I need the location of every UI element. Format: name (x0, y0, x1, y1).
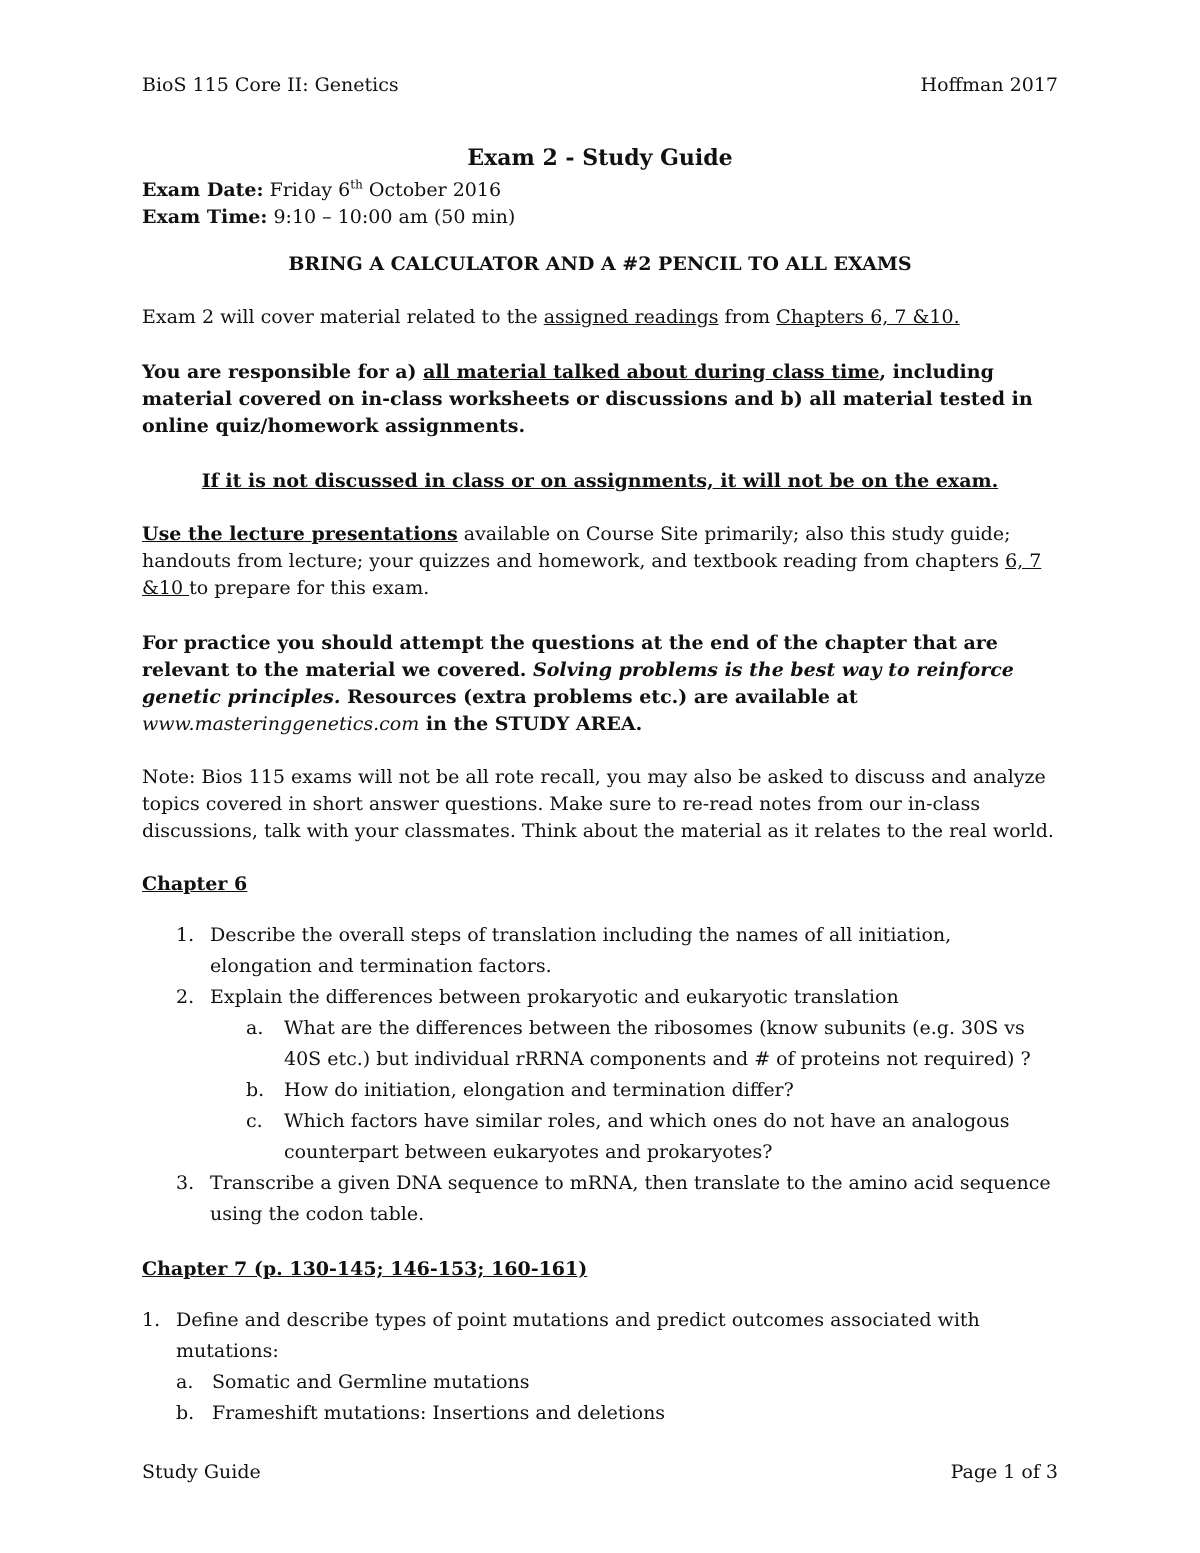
sub-item-text: Somatic and Germline mutations (212, 1371, 530, 1393)
sub-item-letter: a. (246, 1017, 264, 1039)
sub-item-text: What are the differences between the ribosomes (know subunits (e.g. 30S vs 40S etc.) but individual rRRNA components and # of proteins not required) ? (284, 1017, 1031, 1070)
chapters-ref: Chapters 6, 7 &10. (776, 306, 960, 328)
item-text: Describe the overall steps of translation including the names of all initiation, elongation and termination factors. (210, 924, 952, 977)
sub-item-letter: b. (176, 1402, 195, 1424)
document-body (142, 143, 1058, 1429)
chapter7-list (142, 1305, 1058, 1429)
practice-text: For practice you should attempt the questions at the end of the chapter that are relevant to the material we covered. (142, 632, 998, 681)
chapter7-heading: Chapter 7 (p. 130-145; 146-153; 160-161) (142, 1258, 588, 1280)
exam-date (142, 177, 1058, 204)
sub-list-item (210, 1075, 1058, 1106)
page-footer (142, 1461, 1058, 1483)
practice-italic: Solving problems is the best way to reinforce genetic principles. (142, 659, 1014, 708)
page-header (142, 74, 1058, 96)
chapters-inline: 6, 7 &10 (142, 550, 1042, 599)
exam-time-value: 9:10 – 10:00 am (50 min) (273, 206, 516, 228)
document-title: Exam 2 - Study Guide (467, 145, 733, 171)
assigned-readings: assigned readings (543, 306, 719, 328)
responsibility-emphasis: all material talked about during class time (423, 361, 880, 383)
coverage-paragraph (142, 304, 1058, 331)
header-author-year: Hoffman 2017 (920, 74, 1058, 96)
item-number: 3. (176, 1172, 195, 1194)
responsibility-rest: , including material covered on in-class worksheets or discussions and b) all material tested in online quiz/homework assignments. (142, 361, 1033, 437)
sub-list-item (210, 1013, 1058, 1075)
exam-time-label: Exam Time: (142, 206, 268, 228)
not-on-exam-notice: If it is not discussed in class or on assignments, it will not be on the exam. (201, 470, 999, 492)
sub-list-item (210, 1106, 1058, 1168)
sub-list-item (176, 1367, 1058, 1398)
practice-end: in the STUDY AREA. (419, 713, 643, 735)
coverage-text: Exam 2 will cover material related to the (142, 306, 544, 328)
chapter6-heading: Chapter 6 (142, 873, 248, 895)
resources-text: available on Course Site primarily; also this study guide; handouts from lecture; your quizzes and homework, and textbook reading from chapters (142, 523, 1011, 572)
list-item (142, 982, 1058, 1168)
item-text: Define and describe types of point mutations and predict outcomes associated with mutations: (176, 1309, 980, 1362)
mastering-genetics-link[interactable]: www.masteringgenetics.com (142, 713, 420, 735)
exam-time (142, 204, 1058, 231)
sub-item-letter: b. (246, 1079, 265, 1101)
exam-date-label: Exam Date: (142, 179, 264, 201)
exam-date-value-post: October 2016 (368, 179, 502, 201)
sub-item-letter: a. (176, 1371, 194, 1393)
sub-item-text: Which factors have similar roles, and which ones do not have an analogous counterpart between eukaryotes and prokaryotes? (284, 1110, 1010, 1163)
chapter6-list (142, 920, 1058, 1230)
item-number: 2. (176, 986, 195, 1008)
resources-end: to prepare for this exam. (189, 577, 430, 599)
footer-label: Study Guide (142, 1461, 261, 1483)
list-item (142, 1305, 1058, 1429)
page-number: Page 1 of 3 (950, 1461, 1058, 1483)
exam-date-value-pre: Friday 6 (269, 179, 351, 201)
note-paragraph: Note: Bios 115 exams will not be all rote recall, you may also be asked to discuss and analyze topics covered in short answer questions. Make sure to re-read notes from our in-class discussions, talk with your classmates. Think about the material as it relates to the real world. (142, 766, 1054, 842)
lecture-presentations: Use the lecture presentations (142, 523, 458, 545)
responsibility-paragraph (142, 359, 1058, 440)
header-course: BioS 115 Core II: Genetics (142, 74, 399, 96)
practice-paragraph (142, 630, 1058, 738)
item-number: 1. (176, 924, 195, 946)
list-item (142, 1168, 1058, 1230)
coverage-from: from (718, 306, 777, 328)
sub-item-text: How do initiation, elongation and termination differ? (284, 1079, 794, 1101)
resources-paragraph (142, 521, 1058, 602)
bring-notice: BRING A CALCULATOR AND A #2 PENCIL TO ALL EXAMS (288, 253, 912, 275)
item-text: Explain the differences between prokaryotic and eukaryotic translation (210, 986, 899, 1008)
exam-date-sup: th (350, 177, 363, 192)
item-number: 1. (142, 1309, 161, 1331)
item-text: Transcribe a given DNA sequence to mRNA, then translate to the amino acid sequence using the codon table. (210, 1172, 1051, 1225)
practice-mid: Resources (extra problems etc.) are available at (340, 686, 858, 708)
sub-item-text: Frameshift mutations: Insertions and deletions (212, 1402, 666, 1424)
list-item (142, 920, 1058, 982)
sub-item-letter: c. (246, 1110, 263, 1132)
sub-list-item (176, 1398, 1058, 1429)
sub-list (210, 1013, 1058, 1168)
sub-list (176, 1367, 1058, 1429)
responsibility-text: You are responsible for a) (142, 361, 424, 383)
